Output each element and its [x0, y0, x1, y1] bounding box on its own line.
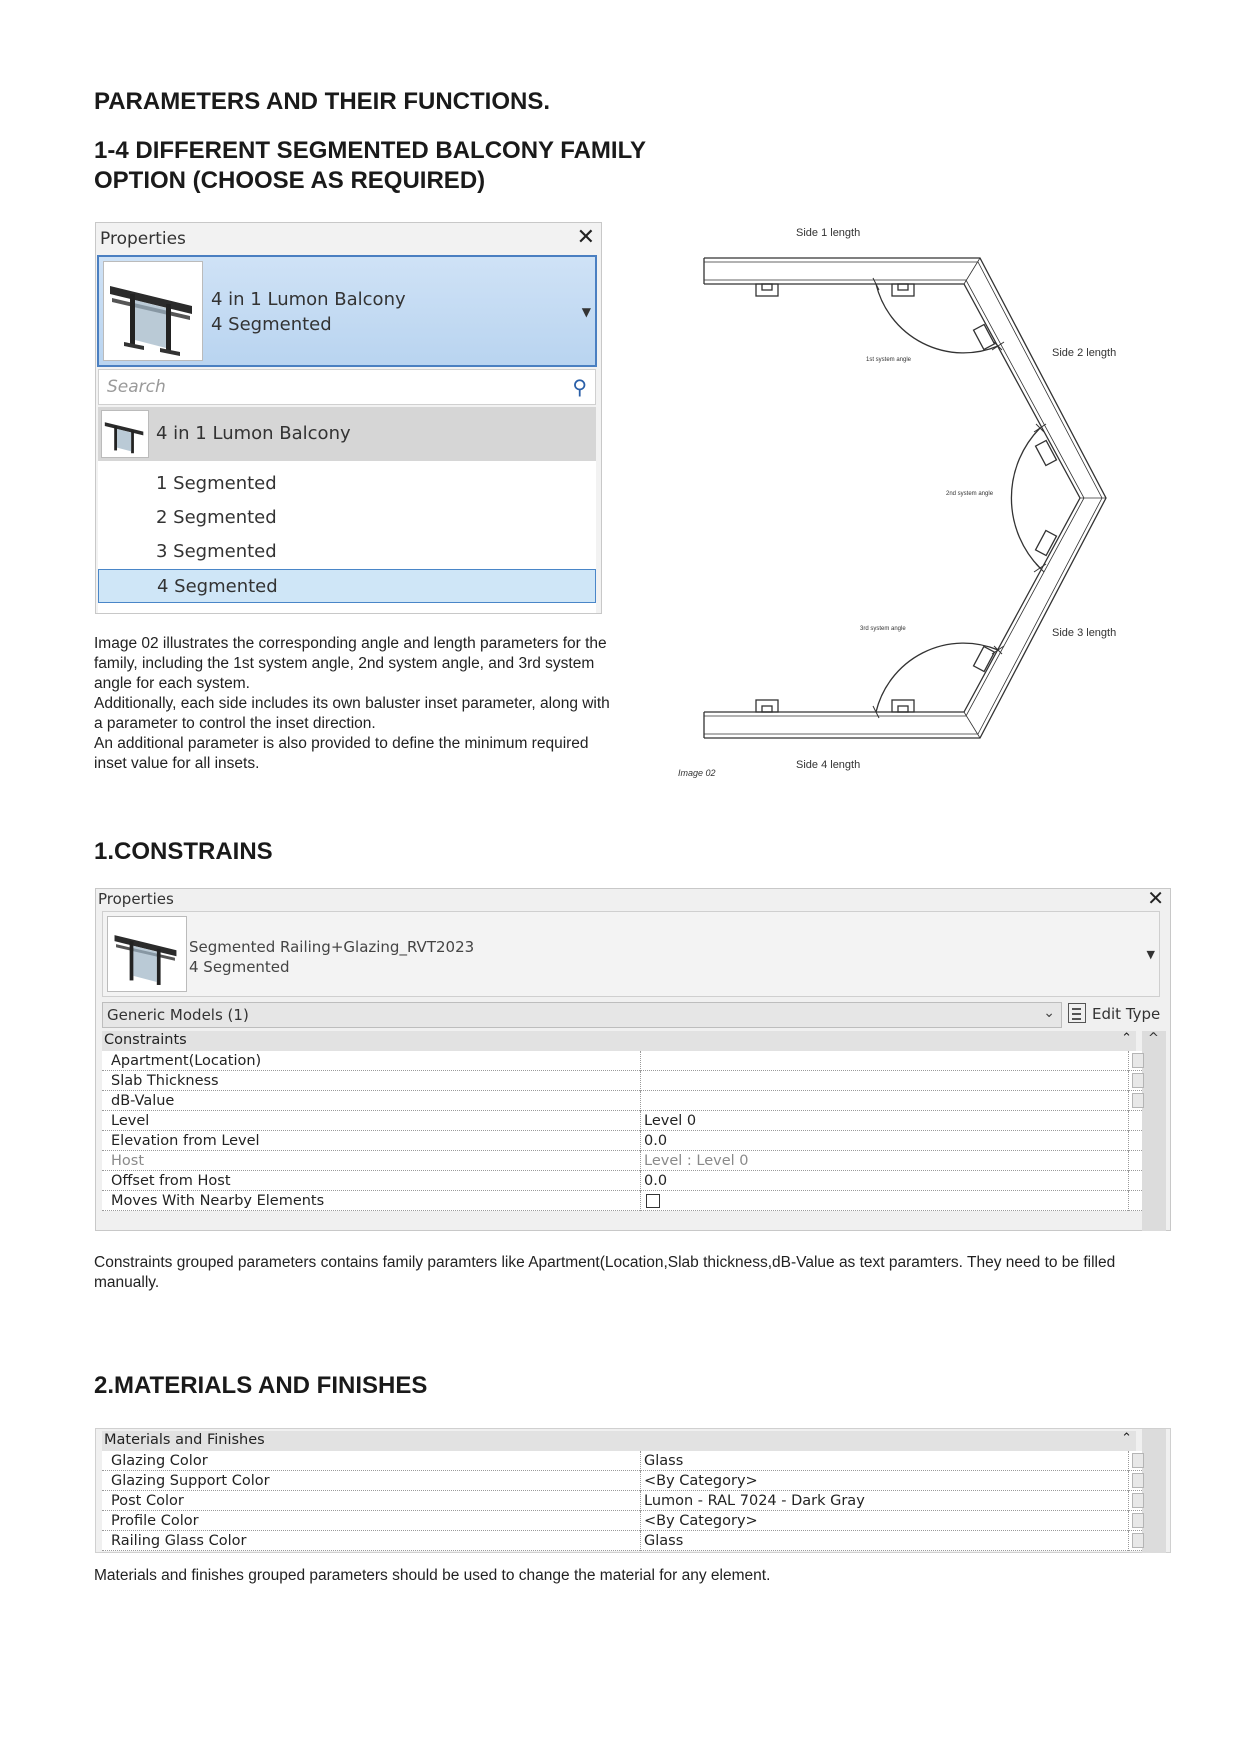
- angle-1-label: 1st system angle: [866, 357, 912, 363]
- property-name: Glazing Color: [111, 1453, 208, 1469]
- type-selector-dropdown[interactable]: [97, 255, 597, 367]
- type-option-label: 2 Segmented: [156, 507, 277, 528]
- search-icon[interactable]: ⚲: [572, 375, 587, 399]
- materials-note: Materials and finishes grouped parameters should be used to change the material for any element.: [94, 1567, 771, 1584]
- railing-thumbnail-icon: [107, 916, 187, 992]
- close-icon[interactable]: ✕: [1147, 886, 1164, 910]
- angle-3-label: 3rd system angle: [860, 626, 906, 632]
- edit-type-button[interactable]: [1068, 1001, 1164, 1029]
- dropdown-arrow-icon[interactable]: ▼: [581, 305, 591, 319]
- property-name: dB-Value: [111, 1093, 175, 1109]
- type-label: 4 Segmented: [189, 958, 290, 976]
- property-row-elevation[interactable]: [102, 1131, 1142, 1151]
- type-option-label: 3 Segmented: [156, 541, 277, 562]
- angle-2-label: 2nd system angle: [946, 491, 994, 497]
- property-row-db-value[interactable]: [102, 1091, 1142, 1111]
- property-value[interactable]: 0.0: [644, 1133, 668, 1149]
- materials-heading: 2.MATERIALS AND FINISHES: [94, 1372, 428, 1399]
- properties-panel: [95, 888, 1171, 1231]
- property-value[interactable]: <By Category>: [644, 1513, 758, 1529]
- material-row-glazing-support-color[interactable]: [102, 1471, 1142, 1491]
- family-label: Segmented Railing+Glazing_RVT2023: [189, 938, 475, 956]
- param-button[interactable]: [1132, 1513, 1144, 1528]
- edit-type-icon: [1068, 1003, 1086, 1023]
- group-label: Materials and Finishes: [104, 1432, 265, 1448]
- property-value[interactable]: Glass: [644, 1453, 684, 1469]
- family-name: 4 in 1 Lumon Balcony: [156, 423, 351, 444]
- balcony-plan-diagram: [676, 218, 1136, 788]
- scroll-up-icon[interactable]: ^: [1148, 1031, 1159, 1046]
- property-value[interactable]: <By Category>: [644, 1473, 758, 1489]
- family-group-header[interactable]: [98, 407, 596, 461]
- materials-group-header[interactable]: [102, 1431, 1136, 1451]
- param-button[interactable]: [1132, 1073, 1144, 1088]
- type-option-3[interactable]: [98, 535, 596, 569]
- side-1-length-label: Side 1 length: [796, 227, 861, 239]
- moves-with-nearby-checkbox[interactable]: [646, 1194, 660, 1208]
- param-button[interactable]: [1132, 1053, 1144, 1068]
- property-row-apartment[interactable]: [102, 1051, 1142, 1071]
- param-button[interactable]: [1132, 1533, 1144, 1548]
- property-name: Offset from Host: [111, 1173, 231, 1189]
- property-row-moves-with-nearby[interactable]: [102, 1191, 1142, 1211]
- category-filter-value: Generic Models (1): [107, 1006, 249, 1024]
- property-name: Profile Color: [111, 1513, 199, 1529]
- property-name: Elevation from Level: [111, 1133, 260, 1149]
- side-3-length-label: Side 3 length: [1052, 627, 1117, 639]
- property-name: Apartment(Location): [111, 1053, 262, 1069]
- property-row-slab-thickness[interactable]: [102, 1071, 1142, 1091]
- material-row-railing-glass-color[interactable]: [102, 1531, 1142, 1551]
- close-icon[interactable]: ✕: [576, 225, 595, 250]
- side-4-length-label: Side 4 length: [796, 759, 861, 771]
- param-button[interactable]: [1132, 1473, 1144, 1488]
- dropdown-arrow-icon[interactable]: ▼: [1146, 948, 1155, 961]
- panel-title: Properties: [100, 229, 186, 249]
- page-title: PARAMETERS AND THEIR FUNCTIONS.: [94, 88, 550, 115]
- type-option-label: 1 Segmented: [156, 473, 277, 494]
- family-thumbnail-icon: [101, 410, 149, 458]
- property-row-offset[interactable]: [102, 1171, 1142, 1191]
- type-option-label: 4 Segmented: [157, 576, 278, 597]
- collapse-icon[interactable]: ⌃: [1121, 1031, 1132, 1046]
- property-name: Moves With Nearby Elements: [111, 1193, 325, 1209]
- selected-type-label: 4 Segmented: [211, 314, 332, 335]
- type-list: [98, 407, 596, 613]
- property-value[interactable]: Lumon - RAL 7024 - Dark Gray: [644, 1493, 865, 1509]
- property-name: Slab Thickness: [111, 1073, 219, 1089]
- property-name: Railing Glass Color: [111, 1533, 247, 1549]
- property-row-host: [102, 1151, 1142, 1171]
- scrollbar[interactable]: [1142, 1031, 1166, 1231]
- constraints-note: Constraints grouped parameters contains family paramters like Apartment(Location,Slab thickness,dB-Value as text paramters. They need to be filled manually.: [94, 1254, 1116, 1291]
- scrollbar[interactable]: [1142, 1429, 1166, 1553]
- chevron-down-icon: ⌄: [1043, 1005, 1055, 1021]
- property-name: Glazing Support Color: [111, 1473, 270, 1489]
- selected-family-label: 4 in 1 Lumon Balcony: [211, 289, 406, 310]
- type-option-1[interactable]: [98, 467, 596, 501]
- constraints-heading: 1.CONSTRAINS: [94, 838, 273, 865]
- intro-paragraph-3: An additional parameter is also provided to define the minimum required inset value for all insets.: [94, 735, 589, 772]
- property-name: Level: [111, 1113, 150, 1129]
- property-value[interactable]: 0.0: [644, 1173, 668, 1189]
- search-placeholder: Search: [107, 377, 166, 397]
- property-name: Post Color: [111, 1493, 184, 1509]
- property-row-level[interactable]: [102, 1111, 1142, 1131]
- group-label: Constraints: [104, 1032, 187, 1048]
- intro-paragraph-2: Additionally, each side includes its own baluster inset parameter, along with a parameter to control the inset direction.: [94, 695, 610, 732]
- side-2-length-label: Side 2 length: [1052, 347, 1117, 359]
- constraints-group-header[interactable]: [102, 1031, 1136, 1051]
- type-option-4[interactable]: [98, 569, 596, 603]
- property-name: Host: [111, 1153, 145, 1169]
- edit-type-label: Edit Type: [1092, 1005, 1161, 1023]
- type-selector-panel: [95, 222, 602, 614]
- type-option-2[interactable]: [98, 501, 596, 535]
- category-filter-select[interactable]: [102, 1002, 1062, 1028]
- property-value[interactable]: Glass: [644, 1533, 684, 1549]
- type-selector[interactable]: [102, 911, 1160, 997]
- collapse-icon[interactable]: ⌃: [1121, 1431, 1132, 1446]
- property-value[interactable]: Level 0: [644, 1113, 697, 1129]
- panel-title: Properties: [98, 890, 174, 908]
- intro-text: [94, 634, 614, 774]
- material-row-glazing-color[interactable]: [102, 1451, 1142, 1471]
- material-row-post-color[interactable]: [102, 1491, 1142, 1511]
- search-input[interactable]: [98, 369, 596, 405]
- intro-paragraph-1: Image 02 illustrates the corresponding angle and length parameters for the family, including the 1st system angle, 2nd system angle, and 3rd system angle for each system.: [94, 635, 607, 692]
- diagram-caption: Image 02: [678, 768, 716, 778]
- param-button[interactable]: [1132, 1493, 1144, 1508]
- materials-panel: [95, 1428, 1171, 1553]
- material-row-profile-color[interactable]: [102, 1511, 1142, 1531]
- property-value: Level : Level 0: [644, 1153, 749, 1169]
- param-button[interactable]: [1132, 1093, 1144, 1108]
- railing-thumbnail-icon: [103, 261, 203, 361]
- family-options-heading: 1-4 DIFFERENT SEGMENTED BALCONY FAMILY OPTION (CHOOSE AS REQUIRED): [94, 137, 646, 194]
- param-button[interactable]: [1132, 1453, 1144, 1468]
